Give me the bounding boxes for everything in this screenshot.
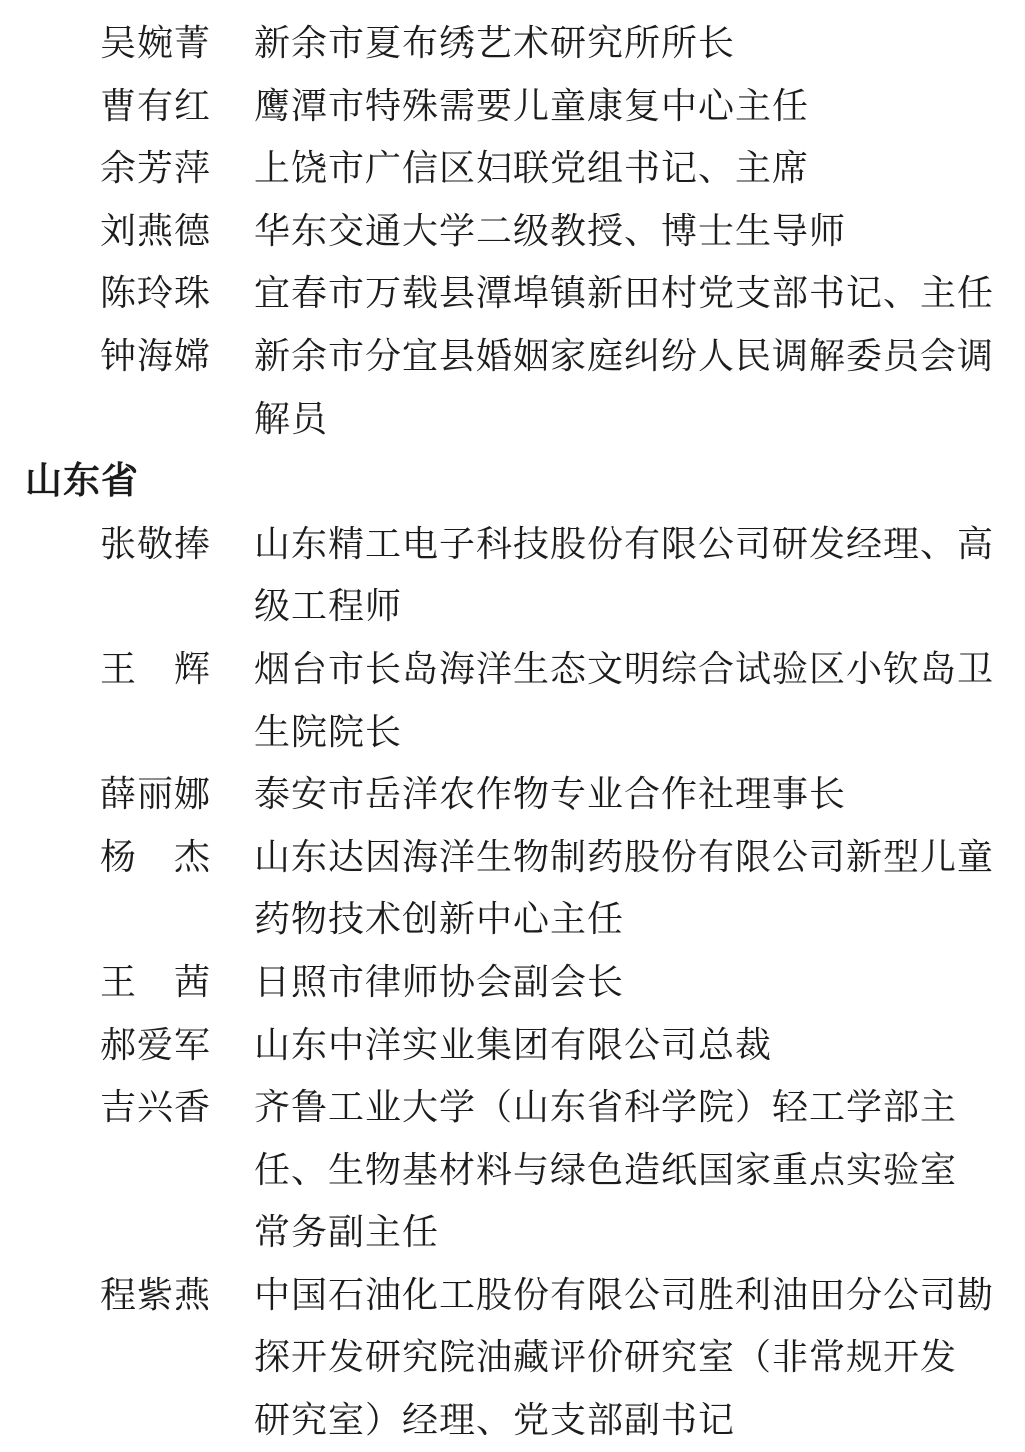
person-name: 王 辉	[100, 648, 212, 689]
person-name: 钟海嫦	[100, 335, 212, 376]
person-title-line: 探开发研究院油藏评价研究室（非常规开发	[254, 1337, 958, 1378]
person-name: 余芳萍	[100, 148, 212, 189]
person-title-line: 新余市分宜县婚姻家庭纠纷人民调解委员会调	[254, 335, 995, 376]
person-title-line: 新余市夏布绣艺术研究所所长	[254, 23, 736, 63]
person-title-line: 研究室）经理、党支部副书记	[254, 1400, 736, 1441]
person-name: 陈玲珠	[100, 273, 212, 314]
person-title-line: 齐鲁工业大学（山东省科学院）轻工学部主	[254, 1087, 958, 1128]
list-item	[0, 325, 1025, 450]
person-name: 王 茜	[100, 961, 212, 1002]
person-title-line: 级工程师	[254, 586, 403, 627]
person-title	[254, 325, 1014, 450]
person-title	[254, 1076, 1014, 1264]
person-title-line: 华东交通大学二级教授、博士生导师	[254, 210, 847, 251]
person-title-line: 任、生物基材料与绿色造纸国家重点实验室	[254, 1149, 958, 1190]
person-title	[254, 951, 1014, 1014]
list-item	[0, 826, 1025, 951]
list-item	[0, 513, 1025, 638]
person-title-line: 上饶市广信区妇联党组书记、主席	[254, 148, 810, 189]
person-name: 张敬捧	[100, 523, 212, 564]
list-item	[0, 1014, 1025, 1077]
person-title	[254, 12, 1014, 75]
person-title	[254, 513, 1014, 638]
person-title-line: 鹰潭市特殊需要儿童康复中心主任	[254, 85, 810, 126]
person-title-line: 泰安市岳洋农作物专业合作社理事长	[254, 774, 847, 815]
person-name: 杨 杰	[100, 836, 212, 877]
person-title-line: 常务副主任	[254, 1212, 440, 1253]
person-name: 曹有红	[100, 85, 212, 126]
list-item	[0, 137, 1025, 200]
person-name: 程紫燕	[100, 1274, 212, 1315]
person-title	[254, 1264, 1014, 1452]
person-title-line: 日照市律师协会副会长	[254, 961, 625, 1002]
person-title-line: 宜春市万载县潭埠镇新田村党支部书记、主任	[254, 273, 995, 314]
person-title	[254, 826, 1014, 951]
person-title	[254, 763, 1014, 826]
person-title	[254, 262, 1014, 325]
list-item	[0, 200, 1025, 263]
person-title	[254, 137, 1014, 200]
person-title	[254, 75, 1014, 138]
list-item	[0, 638, 1025, 763]
list-item	[0, 1264, 1025, 1452]
person-name: 吴婉菁	[100, 23, 212, 63]
person-title-line: 生院院长	[254, 711, 403, 752]
person-title-line: 中国石油化工股份有限公司胜利油田分公司勘	[254, 1274, 995, 1315]
person-title-line: 山东精工电子科技股份有限公司研发经理、高	[254, 523, 995, 564]
list-item	[0, 262, 1025, 325]
list-item	[0, 951, 1025, 1014]
person-title	[254, 200, 1014, 263]
person-title	[254, 1014, 1014, 1077]
person-name: 郝爱军	[100, 1024, 212, 1065]
person-title-line: 山东中洋实业集团有限公司总裁	[254, 1024, 773, 1065]
list-item	[0, 75, 1025, 138]
person-name: 吉兴香	[100, 1087, 212, 1128]
person-name: 刘燕德	[100, 210, 212, 251]
person-title	[254, 638, 1014, 763]
person-name: 薛丽娜	[100, 774, 212, 815]
province-heading: 山东省	[25, 460, 139, 502]
list-item	[0, 12, 1025, 75]
person-title-line: 解员	[254, 398, 329, 439]
list-item	[0, 1076, 1025, 1264]
person-title-line: 山东达因海洋生物制药股份有限公司新型儿童	[254, 836, 995, 877]
list-item	[0, 763, 1025, 826]
person-title-line: 烟台市长岛海洋生态文明综合试验区小钦岛卫	[254, 648, 995, 689]
person-title-line: 药物技术创新中心主任	[254, 899, 625, 940]
